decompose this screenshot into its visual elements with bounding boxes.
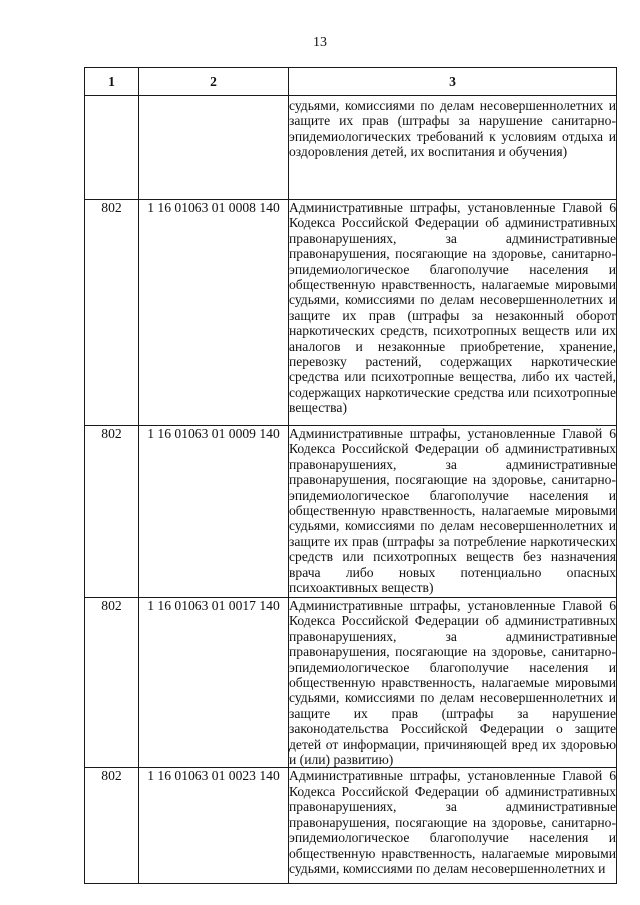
description-cell: Административные штрафы, установленные Главой 6 Кодекса Российской Федерации об административных правонарушениях, за административные правонарушения, посягающие на здоровье, санитарно-эпидемиологическое благополучие населения и общественную нравственность, налагаемые мировыми судьями, комиссиями по делам несовершеннолетних и защите их прав (штрафы за незаконный оборот наркотических средств, психотропных веществ или их аналогов и незаконные приобретение, хранение, перевозку растений, содержащих наркотические средства или психотропные вещества, либо их частей, содержащих наркотические средства или психотропные вещества)	[289, 200, 617, 426]
kbk-code-cell: 1 16 01063 01 0017 140	[139, 598, 289, 768]
column-header-description: 3	[289, 68, 617, 96]
kbk-code-cell: 1 16 01063 01 0009 140	[139, 426, 289, 598]
table-header-row	[85, 68, 617, 96]
admin-code-cell	[85, 96, 139, 200]
kbk-code-cell: 1 16 01063 01 0008 140	[139, 200, 289, 426]
column-header-kbk: 2	[139, 68, 289, 96]
revenue-codes-table	[84, 67, 617, 884]
kbk-code-cell	[139, 96, 289, 200]
description-cell: Административные штрафы, установленные Главой 6 Кодекса Российской Федерации об административных правонарушениях, за административные правонарушения, посягающие на здоровье, санитарно-эпидемиологическое благополучие населения и общественную нравственность, налагаемые мировыми судьями, комиссиями по делам несовершеннолетних и защите их прав (штрафы за потребление наркотических средств или психотропных веществ без назначения врача либо новых потенциально опасных психоактивных веществ)	[289, 426, 617, 598]
table-row	[85, 426, 617, 598]
admin-code-cell: 802	[85, 426, 139, 598]
table-row	[85, 200, 617, 426]
description-cell: Административные штрафы, установленные Главой 6 Кодекса Российской Федерации об административных правонарушениях, за административные правонарушения, посягающие на здоровье, санитарно-эпидемиологическое благополучие населения и общественную нравственность, налагаемые мировыми судьями, комиссиями по делам несовершеннолетних и защите их прав (штрафы за нарушение законодательства Российской Федерации о защите детей от информации, причиняющей вред их здоровью и (или) развитию)	[289, 598, 616, 768]
admin-code-cell: 802	[85, 200, 139, 426]
description-cell: Административные штрафы, установленные Главой 6 Кодекса Российской Федерации об административных правонарушениях, за административные правонарушения, посягающие на здоровье, санитарно-эпидемиологическое благополучие населения и общественную нравственность, налагаемые мировыми судьями, комиссиями по делам несовершеннолетних и	[289, 768, 617, 884]
column-header-admin: 1	[85, 68, 139, 96]
admin-code-cell: 802	[85, 768, 139, 884]
page-number: 13	[313, 35, 327, 50]
description-cell: судьями, комиссиями по делам несовершеннолетних и защите их прав (штрафы за нарушение санитарно-эпидемиологических требований к условиям отдыха и оздоровления детей, их воспитания и обучения)	[289, 96, 617, 200]
table-row	[85, 598, 617, 768]
table-row	[85, 96, 617, 200]
kbk-code-cell: 1 16 01063 01 0023 140	[139, 768, 289, 884]
admin-code-cell: 802	[85, 598, 139, 768]
table-row	[85, 768, 617, 884]
